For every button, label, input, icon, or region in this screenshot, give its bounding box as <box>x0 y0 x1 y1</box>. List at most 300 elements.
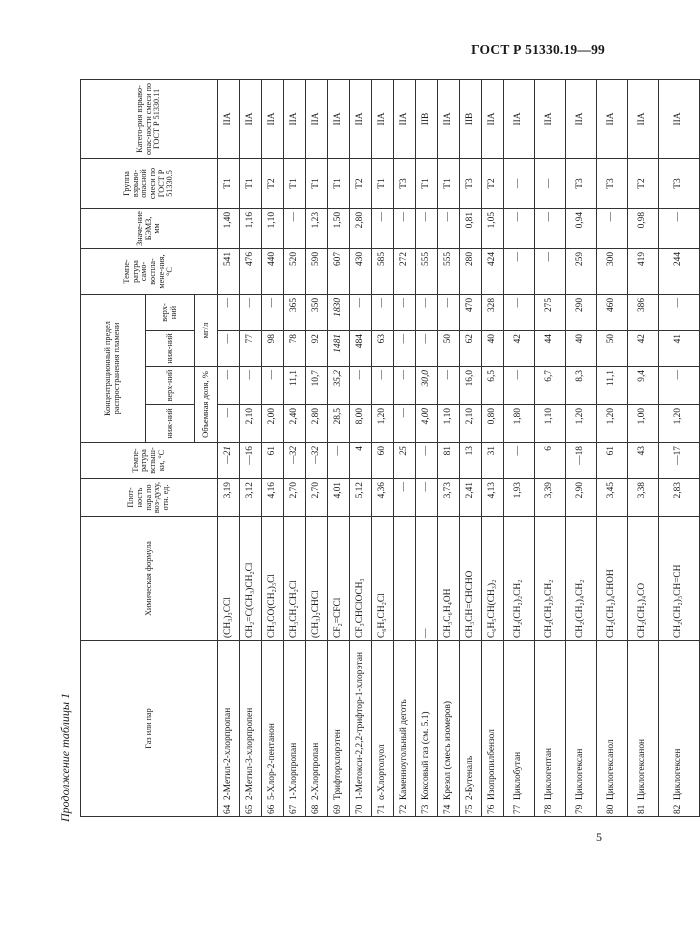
row-number: 81 <box>637 804 648 814</box>
row-temp-group: T2 <box>628 158 659 208</box>
row-autoignition-temp: 476 <box>240 248 262 294</box>
row-category: IIA <box>218 79 240 158</box>
row-density: 1,93 <box>504 479 535 517</box>
row-category: IIA <box>566 79 597 158</box>
row-density: 4,01 <box>328 479 350 517</box>
row-lower-limit-mass: 50 <box>438 331 460 367</box>
table-row <box>262 79 284 816</box>
row-flash-point: —32 <box>284 443 306 479</box>
row-lower-limit-mass: — <box>416 331 438 367</box>
row-autoignition-temp: — <box>504 248 535 294</box>
row-name <box>460 641 482 817</box>
row-upper-limit-vol: 30,0 <box>416 367 438 405</box>
row-upper-limit-vol: — <box>438 367 460 405</box>
row-lower-limit-mass: 78 <box>284 331 306 367</box>
col-header-autoignition: Темпе-ратура само-воспла-мене-ния, °С <box>81 248 218 294</box>
row-lower-limit-vol: 1,10 <box>438 405 460 443</box>
row-category: IIB <box>416 79 438 158</box>
table-row <box>306 79 328 816</box>
row-density: 5,12 <box>350 479 372 517</box>
row-upper-limit-mass: — <box>240 294 262 330</box>
row-lower-limit-vol: 2,10 <box>460 405 482 443</box>
row-number: 77 <box>513 804 524 814</box>
row-name <box>628 641 659 817</box>
row-name-text: 2-Метил-3-хлорпропен <box>244 707 255 800</box>
row-name <box>566 641 597 817</box>
row-lower-limit-vol: 1,20 <box>372 405 394 443</box>
row-name-text: α-Хлортолуол <box>376 744 387 800</box>
row-upper-limit-vol: — <box>262 367 284 405</box>
table-row <box>482 79 504 816</box>
row-autoignition-temp: 272 <box>394 248 416 294</box>
row-number: 68 <box>310 804 321 814</box>
row-density: 3,38 <box>628 479 659 517</box>
row-number: 67 <box>288 804 299 814</box>
table-row <box>504 79 535 816</box>
row-density: 3,12 <box>240 479 262 517</box>
rotated-table-container <box>80 80 684 817</box>
row-number: 71 <box>376 804 387 814</box>
row-name-text: 2-Хлорпропан <box>310 742 321 800</box>
row-lower-limit-vol: 2,80 <box>306 405 328 443</box>
row-density: 4,36 <box>372 479 394 517</box>
row-number: 72 <box>398 804 409 814</box>
row-name-text: Трифторхлорэтен <box>332 729 343 800</box>
row-upper-limit-vol: 11,1 <box>284 367 306 405</box>
row-formula: — <box>416 517 438 641</box>
row-density: 3,39 <box>535 479 566 517</box>
row-temp-group: T3 <box>566 158 597 208</box>
col-header-limits: Концентрационный предел распространения пламени <box>81 294 146 442</box>
row-name <box>218 641 240 817</box>
row-lower-limit-vol: 2,00 <box>262 405 284 443</box>
row-upper-limit-vol: 6,7 <box>535 367 566 405</box>
row-name <box>659 641 700 817</box>
row-number: 78 <box>544 804 555 814</box>
row-lower-limit-mass: — <box>394 331 416 367</box>
row-temp-group: T1 <box>416 158 438 208</box>
row-lower-limit-mass: 44 <box>535 331 566 367</box>
row-lower-limit-mass: 50 <box>597 331 628 367</box>
row-upper-limit-mass: 290 <box>566 294 597 330</box>
row-name-text: Коксовый газ (см. 5.1) <box>420 711 431 800</box>
row-temp-group: T3 <box>597 158 628 208</box>
row-lower-limit-vol: 28,5 <box>328 405 350 443</box>
row-mesg: 1,40 <box>218 208 240 248</box>
table-caption: Продолжение таблицы 1 <box>58 692 72 822</box>
row-flash-point: —17 <box>659 443 700 479</box>
row-lower-limit-mass: 40 <box>566 331 597 367</box>
row-temp-group: T3 <box>394 158 416 208</box>
col-header-flash: Темпе-ратура вспыш-ки, °С <box>81 443 218 479</box>
page-number: 5 <box>596 830 602 844</box>
row-name-text: Циклогексан <box>575 748 586 800</box>
row-lower-limit-mass: — <box>218 331 240 367</box>
row-lower-limit-mass: 41 <box>659 331 700 367</box>
col-header-category: Катего-рия взрыво-опас-ности смеси по ГОСТ Р 51330.11 <box>81 79 218 158</box>
row-autoignition-temp: 300 <box>597 248 628 294</box>
row-formula: CH₂(CH₂)₅CH₂ <box>535 517 566 641</box>
row-number: 64 <box>222 804 233 814</box>
row-mesg: 0,94 <box>566 208 597 248</box>
row-upper-limit-vol: — <box>504 367 535 405</box>
row-flash-point: 61 <box>597 443 628 479</box>
row-name-text: 1-Метокси-2,2,2-трифтор-1-хлорэтан <box>354 652 365 800</box>
row-number: 73 <box>420 804 431 814</box>
row-mesg: — <box>438 208 460 248</box>
row-density: 4,13 <box>482 479 504 517</box>
row-flash-point: 4 <box>350 443 372 479</box>
col-header-mass-unit: мг/л <box>195 294 218 366</box>
row-autoignition-temp: 419 <box>628 248 659 294</box>
row-mesg: 1,23 <box>306 208 328 248</box>
row-name <box>535 641 566 817</box>
row-number: 75 <box>464 804 475 814</box>
row-name <box>240 641 262 817</box>
row-temp-group: — <box>504 158 535 208</box>
row-number: 80 <box>606 804 617 814</box>
row-upper-limit-vol: — <box>350 367 372 405</box>
row-upper-limit-mass: — <box>372 294 394 330</box>
row-upper-limit-vol: — <box>372 367 394 405</box>
row-autoignition-temp: 440 <box>262 248 284 294</box>
row-formula: CH₂(CH₂)₄CO <box>628 517 659 641</box>
row-autoignition-temp: 280 <box>460 248 482 294</box>
row-lower-limit-vol: 0,80 <box>482 405 504 443</box>
row-mesg: 1,10 <box>262 208 284 248</box>
row-flash-point: 60 <box>372 443 394 479</box>
table-row <box>218 79 240 816</box>
row-name-text: 2-Бутеналь <box>464 755 475 800</box>
row-mesg: — <box>394 208 416 248</box>
row-name-text: Каменноугольный деготь <box>398 699 409 800</box>
row-upper-limit-mass: — <box>350 294 372 330</box>
row-name-text: 1-Хлорпропан <box>288 742 299 800</box>
row-lower-limit-mass: 42 <box>504 331 535 367</box>
row-formula: CF₃CHClOCH₃ <box>350 517 372 641</box>
row-name-text: Крезол (смесь изомеров) <box>442 700 453 800</box>
row-number: 79 <box>575 804 586 814</box>
row-lower-limit-mass: 484 <box>350 331 372 367</box>
row-lower-limit-vol: — <box>218 405 240 443</box>
row-lower-limit-vol: 1,20 <box>659 405 700 443</box>
row-formula: CH₃C₆H₄OH <box>438 517 460 641</box>
table-row <box>659 79 700 816</box>
row-name-text: Изопропилбензол <box>486 729 497 800</box>
row-temp-group: T1 <box>218 158 240 208</box>
row-lower-limit-vol: 8,00 <box>350 405 372 443</box>
row-number: 65 <box>244 804 255 814</box>
row-temp-group: T1 <box>306 158 328 208</box>
row-mesg: 0,98 <box>628 208 659 248</box>
row-upper-limit-vol: 6,5 <box>482 367 504 405</box>
row-category: IIA <box>394 79 416 158</box>
row-name <box>306 641 328 817</box>
row-upper-limit-vol: — <box>394 367 416 405</box>
row-lower-limit-vol: 1,00 <box>628 405 659 443</box>
row-lower-limit-mass: 92 <box>306 331 328 367</box>
row-temp-group: T1 <box>438 158 460 208</box>
row-category: IIA <box>438 79 460 158</box>
row-upper-limit-mass: — <box>438 294 460 330</box>
row-number: 82 <box>673 804 684 814</box>
table-row <box>284 79 306 816</box>
table-row <box>566 79 597 816</box>
row-number: 70 <box>354 804 365 814</box>
row-formula: C₆H₅CH₂Cl <box>372 517 394 641</box>
row-name <box>597 641 628 817</box>
row-mesg: 0,81 <box>460 208 482 248</box>
row-lower-limit-mass: 62 <box>460 331 482 367</box>
row-density: 4,16 <box>262 479 284 517</box>
row-name <box>372 641 394 817</box>
row-category: IIA <box>306 79 328 158</box>
row-autoignition-temp: 430 <box>350 248 372 294</box>
row-lower-limit-vol: 1,20 <box>597 405 628 443</box>
row-density: — <box>416 479 438 517</box>
row-lower-limit-mass: 98 <box>262 331 284 367</box>
row-flash-point: 13 <box>460 443 482 479</box>
row-temp-group: T2 <box>262 158 284 208</box>
row-autoignition-temp: 541 <box>218 248 240 294</box>
row-formula: CH₂(CH₂)₄CHOH <box>597 517 628 641</box>
row-temp-group: T3 <box>659 158 700 208</box>
row-category: IIA <box>482 79 504 158</box>
row-density: 2,41 <box>460 479 482 517</box>
row-autoignition-temp: 259 <box>566 248 597 294</box>
row-temp-group: T1 <box>284 158 306 208</box>
row-flash-point: 31 <box>482 443 504 479</box>
row-flash-point: 6 <box>535 443 566 479</box>
col-header-upper-vol: верх-ний <box>146 367 195 405</box>
row-category: IIA <box>284 79 306 158</box>
table-row <box>350 79 372 816</box>
row-formula: CH₃CH=CHCHO <box>460 517 482 641</box>
table-row <box>628 79 659 816</box>
row-lower-limit-vol: 1,20 <box>566 405 597 443</box>
row-category: IIA <box>262 79 284 158</box>
row-upper-limit-vol: 9,4 <box>628 367 659 405</box>
row-upper-limit-mass: — <box>416 294 438 330</box>
row-mesg: — <box>416 208 438 248</box>
row-formula: (CH₃)₂CHCl <box>306 517 328 641</box>
table-body <box>218 79 700 816</box>
row-autoignition-temp: 590 <box>306 248 328 294</box>
row-category: IIA <box>328 79 350 158</box>
col-header-temp-group: Группа взрыво-опасной смеси по ГОСТ Р 51330.5 <box>81 158 218 208</box>
row-lower-limit-mass: 63 <box>372 331 394 367</box>
row-density: 2,70 <box>306 479 328 517</box>
row-name <box>350 641 372 817</box>
row-upper-limit-mass: 350 <box>306 294 328 330</box>
row-name-text: Циклогексен <box>673 748 684 800</box>
row-upper-limit-vol: 10,7 <box>306 367 328 405</box>
row-mesg: — <box>535 208 566 248</box>
row-flash-point: — <box>416 443 438 479</box>
row-category: IIB <box>460 79 482 158</box>
row-autoignition-temp: — <box>535 248 566 294</box>
row-mesg: — <box>504 208 535 248</box>
row-density: 3,73 <box>438 479 460 517</box>
row-temp-group: T1 <box>240 158 262 208</box>
row-upper-limit-mass: 470 <box>460 294 482 330</box>
row-name <box>284 641 306 817</box>
row-name <box>416 641 438 817</box>
row-lower-limit-vol: 2,40 <box>284 405 306 443</box>
row-mesg: 2,80 <box>350 208 372 248</box>
row-name <box>438 641 460 817</box>
row-autoignition-temp: 585 <box>372 248 394 294</box>
row-density: 3,19 <box>218 479 240 517</box>
row-mesg: — <box>659 208 700 248</box>
row-autoignition-temp: 555 <box>438 248 460 294</box>
row-formula: CH₂(CH₂)₄CH₂ <box>566 517 597 641</box>
row-number: 66 <box>266 804 277 814</box>
row-temp-group: T1 <box>328 158 350 208</box>
gas-properties-table <box>80 79 700 817</box>
row-lower-limit-vol: 2,10 <box>240 405 262 443</box>
row-upper-limit-mass: — <box>394 294 416 330</box>
row-name <box>504 641 535 817</box>
row-temp-group: T1 <box>372 158 394 208</box>
row-autoignition-temp: 555 <box>416 248 438 294</box>
col-header-gas: Газ или пар <box>81 641 218 817</box>
row-mesg: 1,16 <box>240 208 262 248</box>
row-formula: CH₃CH₂CH₂Cl <box>284 517 306 641</box>
row-name <box>262 641 284 817</box>
table-row <box>240 79 262 816</box>
col-header-formula: Химическая формула <box>81 517 218 641</box>
row-number: 74 <box>442 804 453 814</box>
document-standard-code: ГОСТ Р 51330.19—99 <box>471 42 605 57</box>
row-category: IIA <box>535 79 566 158</box>
row-flash-point: —18 <box>566 443 597 479</box>
row-upper-limit-mass: — <box>218 294 240 330</box>
row-temp-group: — <box>535 158 566 208</box>
table-row <box>438 79 460 816</box>
row-upper-limit-mass: 1830 <box>328 294 350 330</box>
row-lower-limit-vol: 1,80 <box>504 405 535 443</box>
row-name-text: 5-Хлор-2-пентанон <box>266 723 277 800</box>
col-header-mesg: Значе-ние БЭМЗ, мм <box>81 208 218 248</box>
row-mesg: — <box>597 208 628 248</box>
col-header-density: Плот-ность пара по воз-духу, отн. ед. <box>81 479 218 517</box>
row-formula: C₆H₅CH(CH₃)₂ <box>482 517 504 641</box>
row-name <box>394 641 416 817</box>
row-temp-group: T2 <box>482 158 504 208</box>
col-header-volume-unit: Объемная доля, % <box>195 367 218 443</box>
row-lower-limit-mass: 1481 <box>328 331 350 367</box>
row-name-text: Циклогексанон <box>637 738 648 800</box>
row-autoignition-temp: 607 <box>328 248 350 294</box>
row-temp-group: T3 <box>460 158 482 208</box>
row-lower-limit-mass: 40 <box>482 331 504 367</box>
row-autoignition-temp: 244 <box>659 248 700 294</box>
col-header-upper-mass: верх-ний <box>146 294 195 330</box>
row-upper-limit-vol: — <box>659 367 700 405</box>
row-formula: CH₂(CH₂)₃CH=CH <box>659 517 700 641</box>
row-formula: CF₂=CFCl <box>328 517 350 641</box>
row-flash-point: —21 <box>218 443 240 479</box>
row-category: IIA <box>659 79 700 158</box>
row-upper-limit-mass: 460 <box>597 294 628 330</box>
row-lower-limit-vol: 4,00 <box>416 405 438 443</box>
row-mesg: — <box>284 208 306 248</box>
row-number: 76 <box>486 804 497 814</box>
row-category: IIA <box>504 79 535 158</box>
col-header-lower-vol: ниж-ний <box>146 405 195 443</box>
row-flash-point: 43 <box>628 443 659 479</box>
row-upper-limit-mass: 365 <box>284 294 306 330</box>
table-row <box>328 79 350 816</box>
row-autoignition-temp: 520 <box>284 248 306 294</box>
row-upper-limit-mass: — <box>504 294 535 330</box>
table-row <box>460 79 482 816</box>
row-flash-point: —32 <box>306 443 328 479</box>
row-density: 3,45 <box>597 479 628 517</box>
row-upper-limit-mass: 386 <box>628 294 659 330</box>
row-upper-limit-mass: 328 <box>482 294 504 330</box>
row-formula: CH₂(CH₂)₂CH₂ <box>504 517 535 641</box>
row-mesg: 1,50 <box>328 208 350 248</box>
row-flash-point: 25 <box>394 443 416 479</box>
row-name-text: Циклогептан <box>544 748 555 800</box>
row-upper-limit-vol: 16,0 <box>460 367 482 405</box>
table-row <box>535 79 566 816</box>
row-upper-limit-mass: — <box>262 294 284 330</box>
row-flash-point: — <box>328 443 350 479</box>
row-category: IIA <box>240 79 262 158</box>
row-mesg: 1,05 <box>482 208 504 248</box>
row-flash-point: 61 <box>262 443 284 479</box>
row-upper-limit-mass: — <box>659 294 700 330</box>
row-formula: CH₂=C(CH₃)CH₂Cl <box>240 517 262 641</box>
row-category: IIA <box>597 79 628 158</box>
row-lower-limit-vol: 1,10 <box>535 405 566 443</box>
table-row <box>597 79 628 816</box>
row-upper-limit-mass: 275 <box>535 294 566 330</box>
row-formula: (CH₃)₃CCl <box>218 517 240 641</box>
row-flash-point: —16 <box>240 443 262 479</box>
row-density: 2,90 <box>566 479 597 517</box>
row-upper-limit-vol: 11,1 <box>597 367 628 405</box>
row-upper-limit-vol: 35,2 <box>328 367 350 405</box>
row-density: 2,70 <box>284 479 306 517</box>
row-lower-limit-mass: 77 <box>240 331 262 367</box>
row-name-text: 2-Метил-2-хлорпропан <box>222 707 233 800</box>
row-upper-limit-vol: 8,3 <box>566 367 597 405</box>
row-flash-point: — <box>504 443 535 479</box>
row-autoignition-temp: 424 <box>482 248 504 294</box>
row-upper-limit-vol: — <box>240 367 262 405</box>
row-upper-limit-vol: — <box>218 367 240 405</box>
row-number: 69 <box>332 804 343 814</box>
row-formula: CH₃CO(CH₂)₃Cl <box>262 517 284 641</box>
row-name-text: Циклогексанол <box>606 739 617 800</box>
table-row <box>394 79 416 816</box>
row-formula <box>394 517 416 641</box>
table-row <box>416 79 438 816</box>
row-temp-group: T2 <box>350 158 372 208</box>
row-mesg: — <box>372 208 394 248</box>
table-row <box>372 79 394 816</box>
row-lower-limit-vol: — <box>394 405 416 443</box>
col-header-lower-mass: ниж-ний <box>146 331 195 367</box>
row-density: 2,83 <box>659 479 700 517</box>
row-flash-point: 81 <box>438 443 460 479</box>
row-name <box>482 641 504 817</box>
row-density: — <box>394 479 416 517</box>
